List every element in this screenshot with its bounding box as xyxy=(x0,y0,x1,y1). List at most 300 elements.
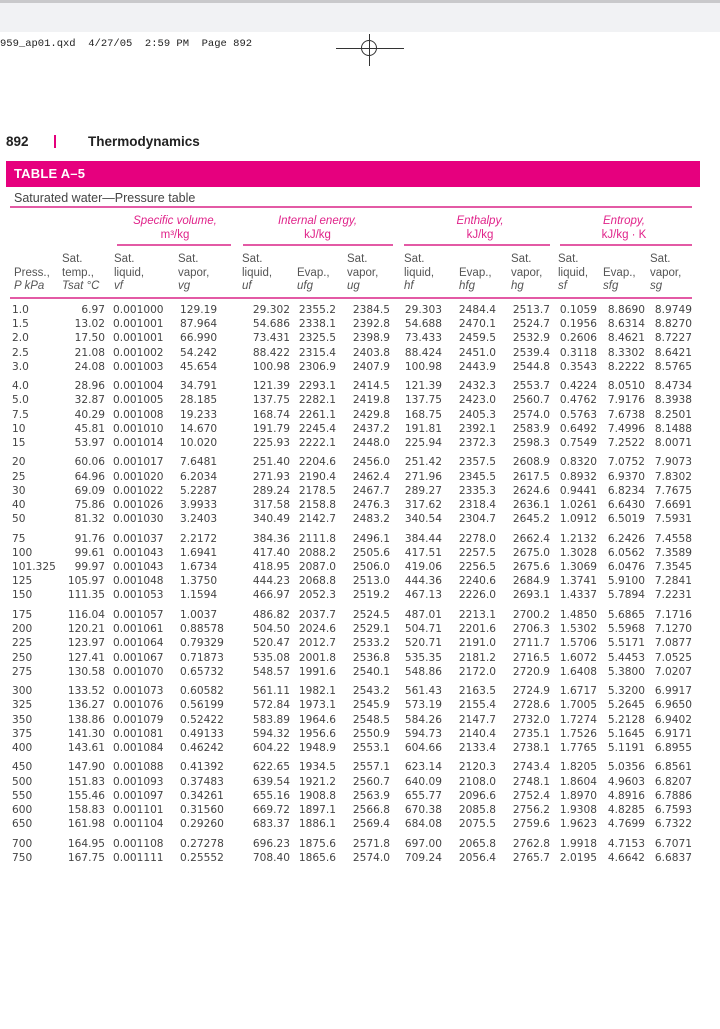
table-cell: 133.52 xyxy=(67,685,105,698)
table-cell: 8.7227 xyxy=(654,332,692,345)
table-cell: 101.325 xyxy=(12,561,56,574)
table-cell: 1.7005 xyxy=(559,699,597,712)
table-cell: 2398.9 xyxy=(352,332,390,345)
table-cell: 5.5968 xyxy=(607,623,645,636)
table-cell: 419.06 xyxy=(404,561,442,574)
table-row xyxy=(0,623,720,637)
table-cell: 2524.7 xyxy=(512,318,550,331)
column-header: Evap., hfg xyxy=(459,266,492,292)
table-cell: 1956.6 xyxy=(298,727,336,740)
table-cell: 2304.7 xyxy=(458,513,496,526)
table-cell: 271.93 xyxy=(252,470,290,483)
table-cell: 34.791 xyxy=(180,380,218,393)
table-cell: 375 xyxy=(12,727,33,740)
table-cell: 10 xyxy=(12,422,26,435)
table-cell: 121.39 xyxy=(252,380,290,393)
table-row xyxy=(0,818,720,832)
table-cell: 2735.1 xyxy=(512,727,550,740)
table-cell: 2.0195 xyxy=(559,851,597,864)
table-cell: 25 xyxy=(12,470,26,483)
table-cell: 2088.2 xyxy=(298,546,336,559)
table-cell: 2574.0 xyxy=(352,851,390,864)
table-cell: 561.43 xyxy=(404,685,442,698)
table-cell: 141.30 xyxy=(67,727,105,740)
table-cell: 2467.7 xyxy=(352,484,390,497)
table-cell: 2513.0 xyxy=(352,575,390,588)
table-cell: 450 xyxy=(12,761,33,774)
table-cell: 2306.9 xyxy=(298,360,336,373)
table-cell: 60.06 xyxy=(74,456,105,469)
table-cell: 0.52422 xyxy=(180,713,224,726)
table-cell: 0.4762 xyxy=(559,394,597,407)
table-cell: 2675.0 xyxy=(512,546,550,559)
group-specific-volume: Specific volume, m³/kg xyxy=(133,215,217,241)
table-cell: 75 xyxy=(12,532,26,545)
table-cell: 6.8955 xyxy=(654,741,692,754)
table-cell: 8.4621 xyxy=(607,332,645,345)
table-cell: 622.65 xyxy=(252,761,290,774)
table-cell: 200 xyxy=(12,623,33,636)
table-cell: 28.185 xyxy=(180,394,218,407)
table-cell: 0.31560 xyxy=(180,803,224,816)
table-cell: 0.001097 xyxy=(113,789,164,802)
table-cell: 1991.6 xyxy=(298,665,336,678)
table-row xyxy=(0,742,720,756)
table-cell: 4.9603 xyxy=(607,775,645,788)
table-cell: 650 xyxy=(12,818,33,831)
table-cell: 0.001108 xyxy=(113,837,164,850)
column-header: Sat. temp., Tsat °C xyxy=(62,253,100,292)
table-cell: 3.2403 xyxy=(180,513,218,526)
table-cell: 137.75 xyxy=(404,394,442,407)
table-row xyxy=(0,561,720,575)
table-cell: 1.5302 xyxy=(559,623,597,636)
table-cell: 2222.1 xyxy=(298,436,336,449)
table-cell: 0.46242 xyxy=(180,741,224,754)
table-row xyxy=(0,318,720,332)
table-cell: 29.302 xyxy=(252,304,290,316)
table-cell: 5.9100 xyxy=(607,575,645,588)
table-cell: 275 xyxy=(12,665,33,678)
table-cell: 1.8604 xyxy=(559,775,597,788)
table-row xyxy=(0,790,720,804)
table-cell: 0.001005 xyxy=(113,394,164,407)
table-cell: 0.001088 xyxy=(113,761,164,774)
table-cell: 2762.8 xyxy=(512,837,550,850)
table-cell: 0.8320 xyxy=(559,456,597,469)
table-cell: 2451.0 xyxy=(458,346,496,359)
column-header: Sat. vapor, ug xyxy=(347,253,379,292)
table-row xyxy=(0,409,720,423)
table-cell: 161.98 xyxy=(67,818,105,831)
table-cell: 573.19 xyxy=(404,699,442,712)
table-cell: 2545.9 xyxy=(352,699,390,712)
table-cell: 88.424 xyxy=(404,346,442,359)
table-cell: 1.0037 xyxy=(180,608,218,621)
table-cell: 669.72 xyxy=(252,803,290,816)
group-rule xyxy=(243,244,393,246)
table-row xyxy=(0,533,720,547)
table-cell: 6.0476 xyxy=(607,561,645,574)
table-cell: 2178.5 xyxy=(298,484,336,497)
table-cell: 655.16 xyxy=(252,789,290,802)
table-cell: 1.1594 xyxy=(180,589,218,602)
table-cell: 2357.5 xyxy=(458,456,496,469)
table-cell: 0.001002 xyxy=(113,346,164,359)
table-cell: 7.4996 xyxy=(607,422,645,435)
table-cell: 158.83 xyxy=(67,803,105,816)
table-cell: 2462.4 xyxy=(352,470,390,483)
table-cell: 1.6717 xyxy=(559,685,597,698)
table-cell: 2345.5 xyxy=(458,470,496,483)
table-row xyxy=(0,666,720,680)
table-cell: 2142.7 xyxy=(298,513,336,526)
table-cell: 7.0877 xyxy=(654,637,692,650)
table-cell: 417.51 xyxy=(404,546,442,559)
table-cell: 600 xyxy=(12,803,33,816)
table-cell: 4.0 xyxy=(12,380,29,393)
table-cell: 6.2034 xyxy=(180,470,218,483)
table-row xyxy=(0,437,720,451)
table-cell: 2608.9 xyxy=(512,456,550,469)
table-cell: 7.3589 xyxy=(654,546,692,559)
table-cell: 21.08 xyxy=(74,346,105,359)
table-cell: 467.13 xyxy=(404,589,442,602)
table-cell: 111.35 xyxy=(67,589,105,602)
table-cell: 572.84 xyxy=(252,699,290,712)
table-cell: 2392.1 xyxy=(458,422,496,435)
table-cell: 2245.4 xyxy=(298,422,336,435)
table-cell: 2571.8 xyxy=(352,837,390,850)
table-cell: 2548.5 xyxy=(352,713,390,726)
table-row xyxy=(0,471,720,485)
table-cell: 350 xyxy=(12,713,33,726)
table-cell: 550 xyxy=(12,789,33,802)
table-cell: 2617.5 xyxy=(512,470,550,483)
table-cell: 2728.6 xyxy=(512,699,550,712)
table-cell: 0.001070 xyxy=(113,665,164,678)
table-cell: 13.02 xyxy=(74,318,105,331)
table-cell: 147.90 xyxy=(67,761,105,774)
caption-rule xyxy=(10,206,692,208)
table-cell: 54.686 xyxy=(252,318,290,331)
table-cell: 0.60582 xyxy=(180,685,224,698)
table-cell: 130.58 xyxy=(67,665,105,678)
table-cell: 2540.1 xyxy=(352,665,390,678)
table-cell: 2384.5 xyxy=(352,304,390,316)
table-cell: 2529.1 xyxy=(352,623,390,636)
table-cell: 2598.3 xyxy=(512,436,550,449)
table-cell: 340.49 xyxy=(252,513,290,526)
table-cell: 0.001064 xyxy=(113,637,164,650)
table-cell: 17.50 xyxy=(74,332,105,345)
table-cell: 2752.4 xyxy=(512,789,550,802)
table-cell: 2550.9 xyxy=(352,727,390,740)
table-cell: 2756.2 xyxy=(512,803,550,816)
table-cell: 535.08 xyxy=(252,651,290,664)
table-cell: 2738.1 xyxy=(512,741,550,754)
table-cell: 2.2172 xyxy=(180,532,218,545)
table-row xyxy=(0,589,720,603)
table-cell: 1921.2 xyxy=(298,775,336,788)
table-cell: 2257.5 xyxy=(458,546,496,559)
table-cell: 2261.1 xyxy=(298,408,336,421)
table-cell: 8.5765 xyxy=(654,360,692,373)
table-cell: 54.242 xyxy=(180,346,218,359)
table-cell: 50 xyxy=(12,513,26,526)
table-cell: 2190.4 xyxy=(298,470,336,483)
table-cell: 1.0 xyxy=(12,304,29,316)
table-cell: 2201.6 xyxy=(458,623,496,636)
file-slug: 959_ap01.qxd 4/27/05 2:59 PM Page 892 xyxy=(0,38,253,50)
table-cell: 1.3741 xyxy=(559,575,597,588)
table-cell: 225.93 xyxy=(252,436,290,449)
table-cell: 0.001048 xyxy=(113,575,164,588)
table-cell: 2432.3 xyxy=(458,380,496,393)
table-cell: 0.001101 xyxy=(113,803,164,816)
table-cell: 400 xyxy=(12,741,33,754)
table-cell: 2068.8 xyxy=(298,575,336,588)
table-cell: 1982.1 xyxy=(298,685,336,698)
table-cell: 251.42 xyxy=(404,456,442,469)
table-cell: 7.0752 xyxy=(607,456,645,469)
table-cell: 594.32 xyxy=(252,727,290,740)
table-cell: 0.001004 xyxy=(113,380,164,393)
table-cell: 418.95 xyxy=(252,561,290,574)
table-cell: 2037.7 xyxy=(298,608,336,621)
table-cell: 175 xyxy=(12,608,33,621)
table-cell: 487.01 xyxy=(404,608,442,621)
table-cell: 8.2501 xyxy=(654,408,692,421)
table-cell: 5.2645 xyxy=(607,699,645,712)
table-cell: 91.76 xyxy=(74,532,105,545)
table-cell: 0.001043 xyxy=(113,546,164,559)
table-cell: 300 xyxy=(12,685,33,698)
table-cell: 750 xyxy=(12,851,33,864)
table-cell: 8.0510 xyxy=(607,380,645,393)
table-cell: 5.3200 xyxy=(607,685,645,698)
table-cell: 0.001081 xyxy=(113,727,164,740)
table-cell: 2075.5 xyxy=(458,818,496,831)
table-cell: 73.433 xyxy=(404,332,442,345)
table-cell: 2240.6 xyxy=(458,575,496,588)
table-cell: 561.11 xyxy=(252,685,290,698)
table-cell: 87.964 xyxy=(180,318,218,331)
group-rule xyxy=(404,244,550,246)
table-cell: 7.2841 xyxy=(654,575,692,588)
table-body xyxy=(0,304,720,866)
table-row xyxy=(0,852,720,866)
table-cell: 2496.1 xyxy=(352,532,390,545)
table-cell: 20 xyxy=(12,456,26,469)
column-header: Sat. liquid, vf xyxy=(114,253,145,292)
table-cell: 0.3118 xyxy=(559,346,597,359)
table-cell: 121.39 xyxy=(404,380,442,393)
table-cell: 2120.3 xyxy=(458,761,496,774)
table-cell: 19.233 xyxy=(180,408,218,421)
table-cell: 2675.6 xyxy=(512,561,550,574)
table-cell: 0.001053 xyxy=(113,589,164,602)
table-cell: 6.8207 xyxy=(654,775,692,788)
table-cell: 1.8205 xyxy=(559,761,597,774)
table-cell: 4.8916 xyxy=(607,789,645,802)
table-cell: 2569.4 xyxy=(352,818,390,831)
table-cell: 1.7765 xyxy=(559,741,597,754)
table-cell: 1.2132 xyxy=(559,532,597,545)
table-cell: 0.65732 xyxy=(180,665,224,678)
table-row xyxy=(0,575,720,589)
table-cell: 504.50 xyxy=(252,623,290,636)
table-cell: 2147.7 xyxy=(458,713,496,726)
table-cell: 2560.7 xyxy=(512,394,550,407)
table-cell: 105.97 xyxy=(67,575,105,588)
table-cell: 2158.8 xyxy=(298,499,336,512)
table-cell: 289.24 xyxy=(252,484,290,497)
table-cell: 0.5763 xyxy=(559,408,597,421)
table-cell: 0.001037 xyxy=(113,532,164,545)
column-header: Sat. vapor, vg xyxy=(178,253,210,292)
table-cell: 6.9917 xyxy=(654,685,692,698)
table-cell: 2560.7 xyxy=(352,775,390,788)
table-cell: 2574.0 xyxy=(512,408,550,421)
table-cell: 3.0 xyxy=(12,360,29,373)
table-cell: 2483.2 xyxy=(352,513,390,526)
table-label: TABLE A–5 xyxy=(14,166,86,181)
group-rule xyxy=(117,244,231,246)
table-cell: 4.7153 xyxy=(607,837,645,850)
table-cell: 2506.0 xyxy=(352,561,390,574)
table-cell: 8.9749 xyxy=(654,304,692,316)
table-label-bar xyxy=(6,161,700,187)
table-cell: 1.7274 xyxy=(559,713,597,726)
table-cell: 151.83 xyxy=(67,775,105,788)
table-cell: 0.001000 xyxy=(113,304,164,316)
table-row xyxy=(0,304,720,318)
table-cell: 2759.6 xyxy=(512,818,550,831)
table-cell: 583.89 xyxy=(252,713,290,726)
table-row xyxy=(0,423,720,437)
group-entropy: Entropy, kJ/kg · K xyxy=(601,215,647,241)
table-cell: 2256.5 xyxy=(458,561,496,574)
table-cell: 250 xyxy=(12,651,33,664)
table-cell: 2566.8 xyxy=(352,803,390,816)
table-cell: 99.97 xyxy=(74,561,105,574)
table-cell: 0.41392 xyxy=(180,761,224,774)
table-cell: 0.88578 xyxy=(180,623,224,636)
table-cell: 2282.1 xyxy=(298,394,336,407)
table-cell: 2700.2 xyxy=(512,608,550,621)
table-cell: 7.4558 xyxy=(654,532,692,545)
table-cell: 2108.0 xyxy=(458,775,496,788)
table-cell: 54.688 xyxy=(404,318,442,331)
table-cell: 7.1716 xyxy=(654,608,692,621)
table-cell: 0.001079 xyxy=(113,713,164,726)
table-cell: 2732.0 xyxy=(512,713,550,726)
table-cell: 150 xyxy=(12,589,33,602)
table-cell: 2557.1 xyxy=(352,761,390,774)
table-cell: 7.2231 xyxy=(654,589,692,602)
table-cell: 340.54 xyxy=(404,513,442,526)
table-cell: 7.3545 xyxy=(654,561,692,574)
table-cell: 7.2522 xyxy=(607,436,645,449)
table-cell: 5.6865 xyxy=(607,608,645,621)
table-cell: 127.41 xyxy=(67,651,105,664)
table-cell: 2720.9 xyxy=(512,665,550,678)
table-cell: 2.5 xyxy=(12,346,29,359)
table-cell: 0.001022 xyxy=(113,484,164,497)
table-cell: 0.001008 xyxy=(113,408,164,421)
group-internal-energy: Internal energy, kJ/kg xyxy=(277,215,358,241)
table-cell: 2533.2 xyxy=(352,637,390,650)
table-cell: 0.001003 xyxy=(113,360,164,373)
table-cell: 5.1645 xyxy=(607,727,645,740)
table-cell: 225.94 xyxy=(404,436,442,449)
table-cell: 2204.6 xyxy=(298,456,336,469)
table-cell: 15 xyxy=(12,436,26,449)
viewer-toolbar xyxy=(0,0,720,32)
table-cell: 2172.0 xyxy=(458,665,496,678)
table-cell: 548.86 xyxy=(404,665,442,678)
table-cell: 0.29260 xyxy=(180,818,224,831)
table-cell: 45.81 xyxy=(74,422,105,435)
table-cell: 2335.3 xyxy=(458,484,496,497)
table-cell: 137.75 xyxy=(252,394,290,407)
table-cell: 2407.9 xyxy=(352,360,390,373)
table-cell: 0.79329 xyxy=(180,637,224,650)
table-cell: 2024.6 xyxy=(298,623,336,636)
table-caption: Saturated water—Pressure table xyxy=(14,191,196,205)
table-cell: 2338.1 xyxy=(298,318,336,331)
table-cell: 2437.2 xyxy=(352,422,390,435)
table-cell: 1.6072 xyxy=(559,651,597,664)
table-cell: 0.56199 xyxy=(180,699,224,712)
table-cell: 6.7071 xyxy=(654,837,692,850)
table-cell: 535.35 xyxy=(404,651,442,664)
table-cell: 2096.6 xyxy=(458,789,496,802)
table-cell: 594.73 xyxy=(404,727,442,740)
table-cell: 8.8270 xyxy=(654,318,692,331)
table-cell: 1865.6 xyxy=(298,851,336,864)
table-cell: 697.00 xyxy=(404,837,442,850)
table-cell: 2711.7 xyxy=(512,637,550,650)
table-cell: 0.001043 xyxy=(113,561,164,574)
table-cell: 99.61 xyxy=(74,546,105,559)
table-cell: 2372.3 xyxy=(458,436,496,449)
table-row xyxy=(0,685,720,699)
table-cell: 5.0 xyxy=(12,394,29,407)
table-cell: 0.001001 xyxy=(113,318,164,331)
table-row xyxy=(0,499,720,513)
table-cell: 2544.8 xyxy=(512,360,550,373)
divider xyxy=(54,135,56,148)
table-cell: 2226.0 xyxy=(458,589,496,602)
table-cell: 2532.9 xyxy=(512,332,550,345)
table-cell: 2414.5 xyxy=(352,380,390,393)
table-row xyxy=(0,347,720,361)
table-cell: 2484.4 xyxy=(458,304,496,316)
table-cell: 167.75 xyxy=(67,851,105,864)
table-cell: 0.001010 xyxy=(113,422,164,435)
table-cell: 24.08 xyxy=(74,360,105,373)
table-cell: 2293.1 xyxy=(298,380,336,393)
table-cell: 7.9176 xyxy=(607,394,645,407)
table-cell: 520.47 xyxy=(252,637,290,650)
table-cell: 1.0912 xyxy=(559,513,597,526)
table-cell: 709.24 xyxy=(404,851,442,864)
table-cell: 584.26 xyxy=(404,713,442,726)
table-cell: 2505.6 xyxy=(352,546,390,559)
table-cell: 7.8302 xyxy=(654,470,692,483)
